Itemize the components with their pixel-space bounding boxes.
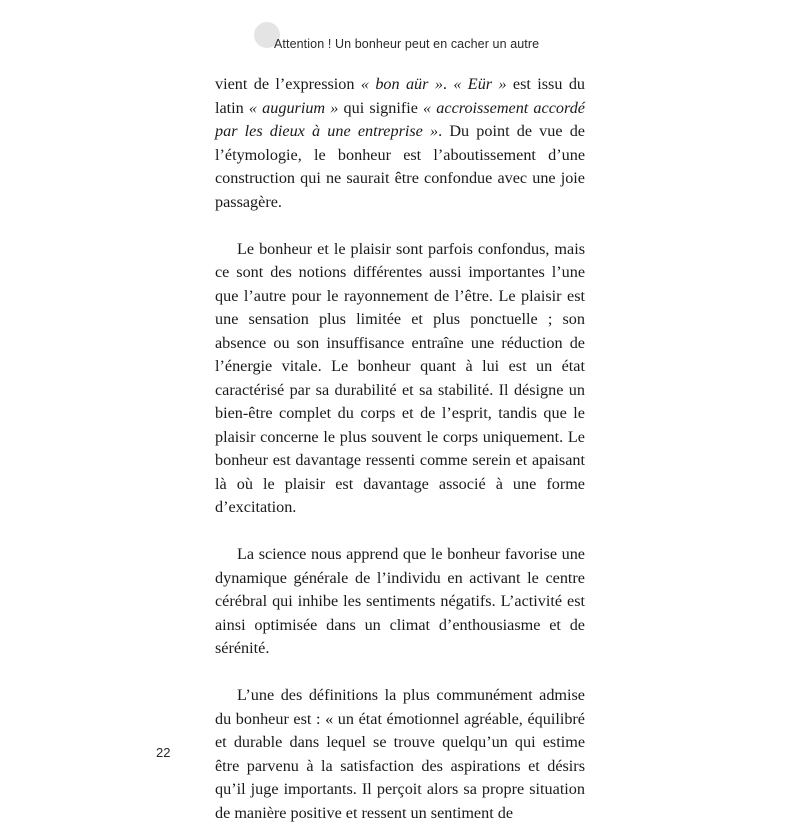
body-text bbox=[215, 73, 585, 825]
text-run: . bbox=[442, 75, 454, 93]
italic-text: « accroissement accordé par les dieux à une entreprise » bbox=[215, 98, 585, 140]
text-run: est issu du latin bbox=[215, 75, 586, 117]
text-run: La science nous apprend que le bonheur favorise une dynamique générale de l’individu en activant le centre cérébral qui inhibe les sentiments négatifs. L’activité est ainsi optimisée dans un climat d’enthousiasme et de sérénité. bbox=[215, 545, 585, 657]
text-run: qui signifie bbox=[338, 98, 424, 117]
paragraph bbox=[215, 684, 585, 825]
text-run: . Du point de vue de l’étymologie, le bonheur est l’aboutissement d’une construction qui ne saurait être confondue avec une joie passagère. bbox=[215, 122, 585, 211]
paragraph bbox=[215, 543, 585, 661]
text-run: L’une des définitions la plus communément admise du bonheur est : « un état émotionnel agréable, équilibré et durable dans lequel se trouve quelqu’un qui estime être parvenu à la satisfaction des aspirations et désirs qu’il juge importants. Il perçoit alors sa propre situation de manière positive et ressent un sentiment de bbox=[215, 686, 585, 822]
running-header-title: Attention ! Un bonheur peut en cacher un autre bbox=[274, 37, 540, 51]
page-number: 22 bbox=[156, 745, 171, 760]
paragraph bbox=[215, 238, 585, 520]
running-header bbox=[254, 22, 584, 62]
italic-text: « Eür » bbox=[453, 75, 507, 93]
text-run: Le bonheur et le plaisir sont parfois confondus, mais ce sont des notions différentes aussi importantes l’une que l’autre pour le rayonnement de l’être. Le plaisir est une sensation plus limitée et plus ponctuelle ; son absence ou son insuffisance entraîne une réduction de l’énergie vitale. Le bonheur quant à lui est un état caractérisé par sa durabilité et sa stabilité. Il désigne un bien-être complet du corps et de l’esprit, tandis que le plaisir concerne le plus souvent le corps uniquement. Le bonheur est davantage ressenti comme serein et apaisant là où le plaisir est davantage associé à une forme d’excitation. bbox=[215, 239, 585, 516]
text-run: vient de l’expression bbox=[215, 75, 361, 93]
italic-text: « bon aür » bbox=[360, 75, 443, 93]
italic-text: « augurium » bbox=[248, 98, 339, 117]
paragraph bbox=[215, 73, 585, 214]
